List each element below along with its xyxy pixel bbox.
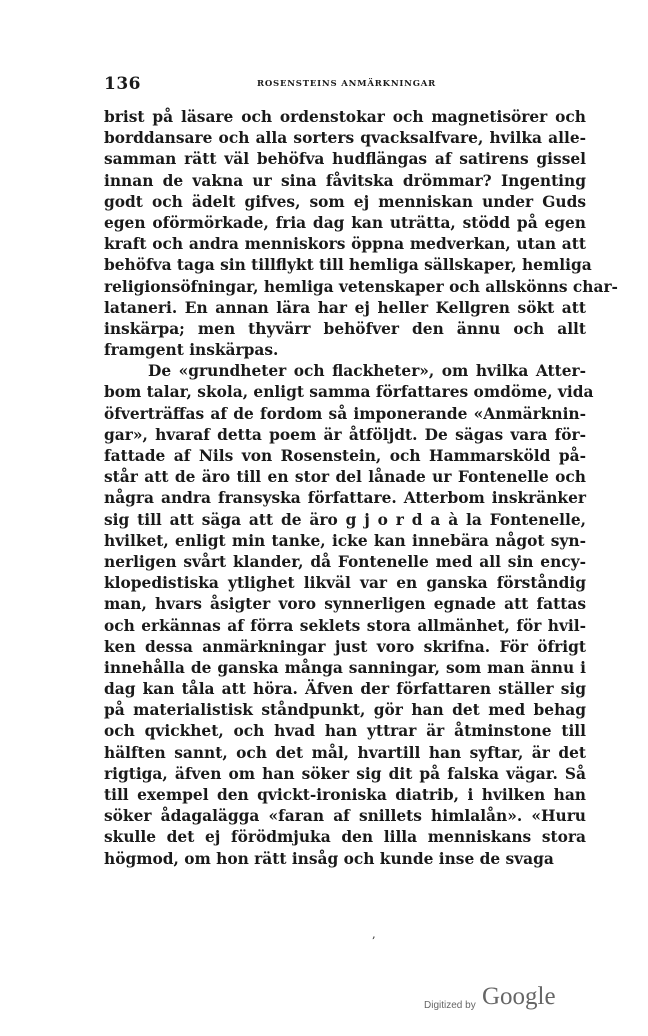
text-line: och qvickhet, och hvad han yttrar är åtminstone till <box>104 722 586 741</box>
text-line: borddansare och alla sorters qvacksalfvare, hvilka alle- <box>104 129 586 148</box>
text-line: sig till att säga att de äro g j o r d a à la Fontenelle, <box>104 510 586 529</box>
text-line: till exempel den qvickt-ironiska diatrib, i hvilken han <box>104 786 586 804</box>
text-line: man, hvars åsigter voro synnerligen egnade att fattas <box>104 595 586 614</box>
text-line: står att de äro till en stor del lånade ur Fontenelle och <box>104 468 586 487</box>
page-header <box>104 72 589 94</box>
text-line: innehålla de ganska många sanningar, som man ännu i <box>104 658 586 677</box>
text-line: lataneri. En annan lära har ej heller Kellgren sökt att <box>104 298 586 317</box>
text-line: brist på läsare och ordenstokar och magnetisörer och <box>104 108 586 126</box>
text-line: några andra fransyska författare. Atterbom inskränker <box>104 489 586 508</box>
text-line: inskärpa; men thyvärr behöfver den ännu och allt <box>104 319 586 338</box>
text-line: fattade af Nils von Rosenstein, och Hammarsköld på- <box>104 447 586 465</box>
text-line: ken dessa anmärkningar just voro skrifna. För öfrigt <box>104 637 586 656</box>
text-line: nerligen svårt klander, då Fontenelle med all sin ency- <box>104 552 586 571</box>
text-line: godt och ädelt gifves, som ej menniskan under Guds <box>104 192 586 211</box>
paragraph <box>104 361 594 870</box>
text-line: klopedistiska ytlighet likväl var en ganska förståndig <box>104 574 586 593</box>
text-line: dag kan tåla att höra. Äfven der författaren ställer sig <box>104 680 586 699</box>
text-line: framgent inskärpas. <box>104 341 279 360</box>
text-line: innan de vakna ur sina fåvitska drömmar? Ingenting <box>104 171 586 190</box>
text-line: gar», hvaraf detta poem är åtföljdt. De sägas vara för- <box>104 425 586 444</box>
text-line: skulle det ej förödmjuka den lilla menniskans stora <box>104 828 586 847</box>
text-line: öfverträffas af de fordom så imponerande «Anmärknin- <box>104 404 586 423</box>
text-line: söker ådagalägga «faran af snillets himlalån». «Huru <box>104 807 586 826</box>
text-line: rigtiga, äfven om han söker sig dit på falska vägar. Så <box>104 764 586 783</box>
paragraph <box>104 107 618 361</box>
text-line: religionsöfningar, hemliga vetenskaper och allskönns char- <box>104 277 618 296</box>
footer-mark: ‚ <box>372 928 376 941</box>
text-line: hvilket, enligt min tanke, icke kan innebära något syn- <box>104 531 586 550</box>
text-line: och erkännas af förra seklets stora allmänhet, för hvil- <box>104 616 586 635</box>
text-line: på materialistisk ståndpunkt, gör han det med behag <box>104 701 586 720</box>
text-line: egen oförmörkade, fria dag kan uträtta, stödd på egen <box>104 213 586 232</box>
running-head: ROSENSTEINS ANMÄRKNINGAR <box>256 79 437 89</box>
body-text <box>104 107 618 870</box>
text-line: behöfva taga sin tillflykt till hemliga sällskaper, hemliga <box>104 256 592 275</box>
watermark-digitized-by: Digitized by <box>424 1000 476 1011</box>
watermark-google-logo: Google <box>482 983 556 1010</box>
text-line: högmod, om hon rätt insåg och kunde inse de svaga <box>104 849 554 868</box>
text-line: kraft och andra menniskors öppna medverkan, utan att <box>104 235 586 254</box>
text-line: hälften sannt, och det mål, hvartill han syftar, är det <box>104 743 586 762</box>
text-line: bom talar, skola, enligt samma författares omdöme, vida <box>104 383 594 402</box>
page-number: 136 <box>104 74 141 94</box>
text-line: samman rätt väl behöfva hudflängas af satirens gissel <box>104 150 586 169</box>
text-line: De «grundheter och flackheter», om hvilka Atter- <box>148 362 586 381</box>
